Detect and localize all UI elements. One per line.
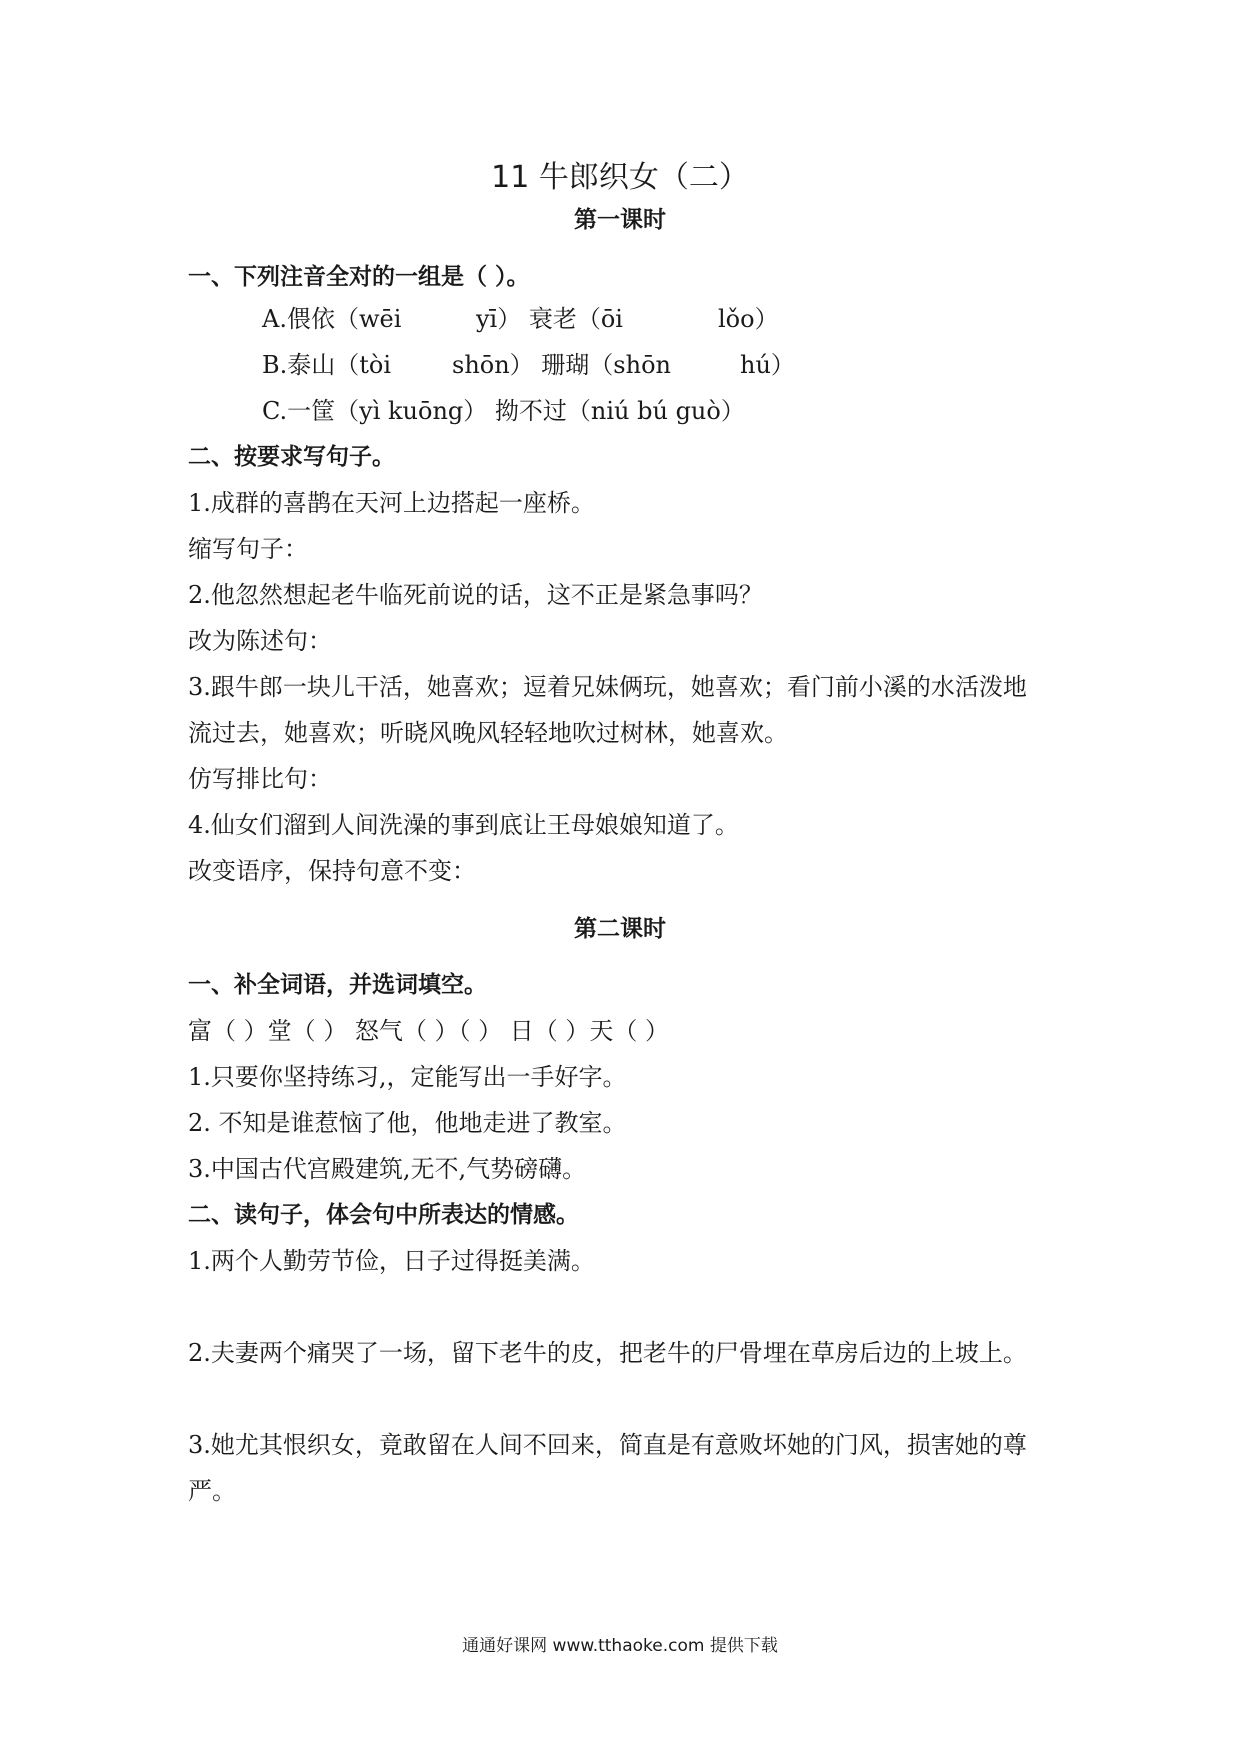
option-b-part1: B.泰山（tòi [262,351,392,379]
instruction-line: 改为陈述句： [188,627,332,655]
page-title: 11 牛郎织女（二） [491,160,749,195]
lesson1-q2-prompt: 二、按要求写句子。 [188,444,395,470]
sentence-line: 4.仙女们溜到人间洗澡的事到底让王母娘娘知道了。 [188,811,739,839]
lesson1-heading: 第一课时 [574,207,666,233]
lesson1-q1-prompt: 一、下列注音全对的一组是（ ）。 [188,264,530,290]
sentence-line: 3.跟牛郎一块儿干活，她喜欢；逗着兄妹俩玩，她喜欢；看门前小溪的水活泼地 [188,673,1027,701]
option-a-part2: yī） 衰老（ōi [476,305,623,333]
instruction-line: 改变语序，保持句意不变： [188,857,476,885]
sentence-line: 流过去，她喜欢；听晓风晚风轻轻地吹过树林，她喜欢。 [188,719,788,747]
sentence-line: 2.夫妻两个痛哭了一场，留下老牛的皮，把老牛的尸骨埋在草房后边的上坡上。 [188,1339,1027,1367]
sentence-line: 1.只要你坚持练习,，定能写出一手好字。 [188,1063,627,1091]
option-a-part3: lǒo） [718,305,779,333]
instruction-line: 仿写排比句： [188,765,332,793]
option-a-part1: A.偎依（wēi [262,305,402,333]
sentence-line: 1.两个人勤劳节俭，日子过得挺美满。 [188,1247,595,1275]
option-b-part2: shōn） 珊瑚（shōn [452,351,671,379]
option-b-part3: hú） [740,351,795,379]
footer-source: 通通好课网 www.tthaoke.com 提供下载 [462,1636,778,1656]
sentence-line: 3.她尤其恨织女，竟敢留在人间不回来，简直是有意败坏她的门风，损害她的尊 [188,1431,1027,1459]
sentence-line: 2.他忽然想起老牛临死前说的话，这不正是紧急事吗？ [188,581,763,609]
instruction-line: 缩写句子： [188,535,308,563]
sentence-line: 1.成群的喜鹊在天河上边搭起一座桥。 [188,489,595,517]
sentence-line: 2. 不知是谁惹恼了他，他地走进了教室。 [188,1109,627,1137]
fill-in-words: 富（ ）堂（ ） 怒气（ ）（ ） 日（ ）天（ ） [188,1017,670,1045]
sentence-line: 严。 [188,1477,236,1505]
option-c: C.一筐（yì kuōng） 拗不过（niú bú guò） [262,397,745,425]
lesson2-q2-prompt: 二、读句子，体会句中所表达的情感。 [188,1202,579,1228]
sentence-line: 3.中国古代宫殿建筑,无不,气势磅礴。 [188,1155,587,1183]
lesson2-heading: 第二课时 [574,916,666,942]
lesson2-q1-prompt: 一、补全词语，并选词填空。 [188,972,487,998]
